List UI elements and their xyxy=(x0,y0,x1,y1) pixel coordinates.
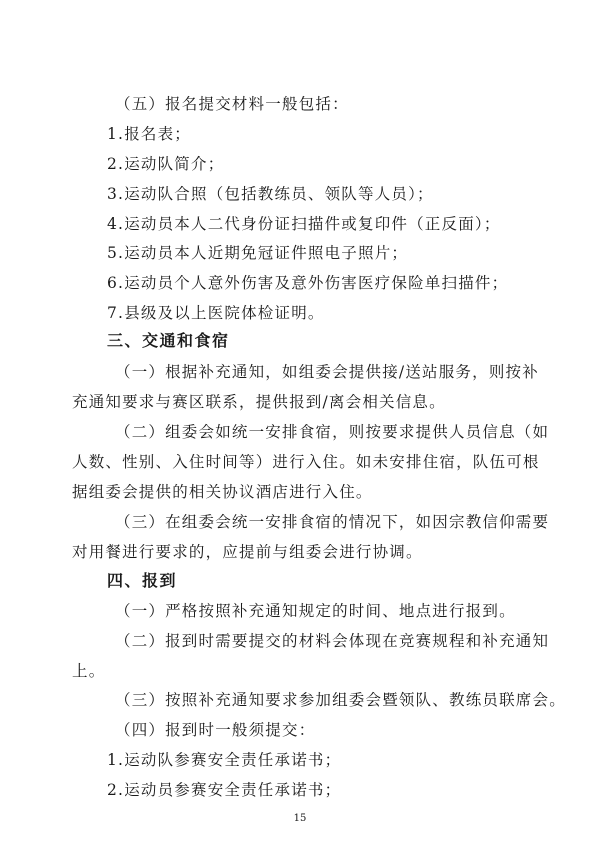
materials-item-4: 4.运动员本人二代身份证扫描件或复印件（正反面）； xyxy=(107,215,501,233)
page-number: 15 xyxy=(293,813,307,824)
materials-item-3: 3.运动队合照（包括教练员、领队等人员）； xyxy=(107,185,434,203)
transport-para3-line2: 对用餐进行要求的，应提前与组委会进行协调。 xyxy=(72,543,423,561)
checkin-item-1: 1.运动队参赛安全责任承诺书； xyxy=(107,751,342,769)
materials-item-5: 5.运动员本人近期免冠证件照电子照片； xyxy=(107,244,409,262)
materials-item-7: 7.县级及以上医院体检证明。 xyxy=(107,304,325,322)
transport-para2-line2: 人数、性别、入住时间等）进行入住。如未安排住宿，队伍可根 xyxy=(72,453,540,471)
transport-para1-line1: （一）根据补充通知，如组委会提供接/送站服务，则按补 xyxy=(115,363,539,381)
materials-item-2: 2.运动队简介； xyxy=(107,155,225,173)
materials-title: （五）报名提交材料一般包括： xyxy=(115,95,349,113)
transport-para2-line3: 据组委会提供的相关协议酒店进行入住。 xyxy=(72,483,373,501)
transport-para1-line2: 充通知要求与赛区联系，提供报到/离会相关信息。 xyxy=(72,393,446,411)
materials-item-1: 1.报名表； xyxy=(107,125,191,143)
materials-item-6: 6.运动员个人意外伤害及意外伤害医疗保险单扫描件； xyxy=(107,274,509,292)
checkin-heading: 四、报到 xyxy=(107,571,178,590)
transport-para3-line1: （三）在组委会统一安排食宿的情况下，如因宗教信仰需要 xyxy=(115,513,550,531)
transport-heading: 三、交通和食宿 xyxy=(107,331,230,350)
checkin-para2-line2: 上。 xyxy=(72,662,106,680)
checkin-para1: （一）严格按照补充通知规定的时间、地点进行报到。 xyxy=(115,602,516,620)
transport-para2-line1: （二）组委会如统一安排食宿，则按要求提供人员信息（如 xyxy=(115,423,550,441)
checkin-para4-title: （四）报到时一般须提交： xyxy=(115,721,316,739)
checkin-item-2: 2.运动员参赛安全责任承诺书； xyxy=(107,781,342,799)
checkin-para2-line1: （二）报到时需要提交的材料会体现在竞赛规程和补充通知 xyxy=(115,632,550,650)
checkin-para3: （三）按照补充通知要求参加组委会暨领队、教练员联席会。 xyxy=(115,691,566,709)
